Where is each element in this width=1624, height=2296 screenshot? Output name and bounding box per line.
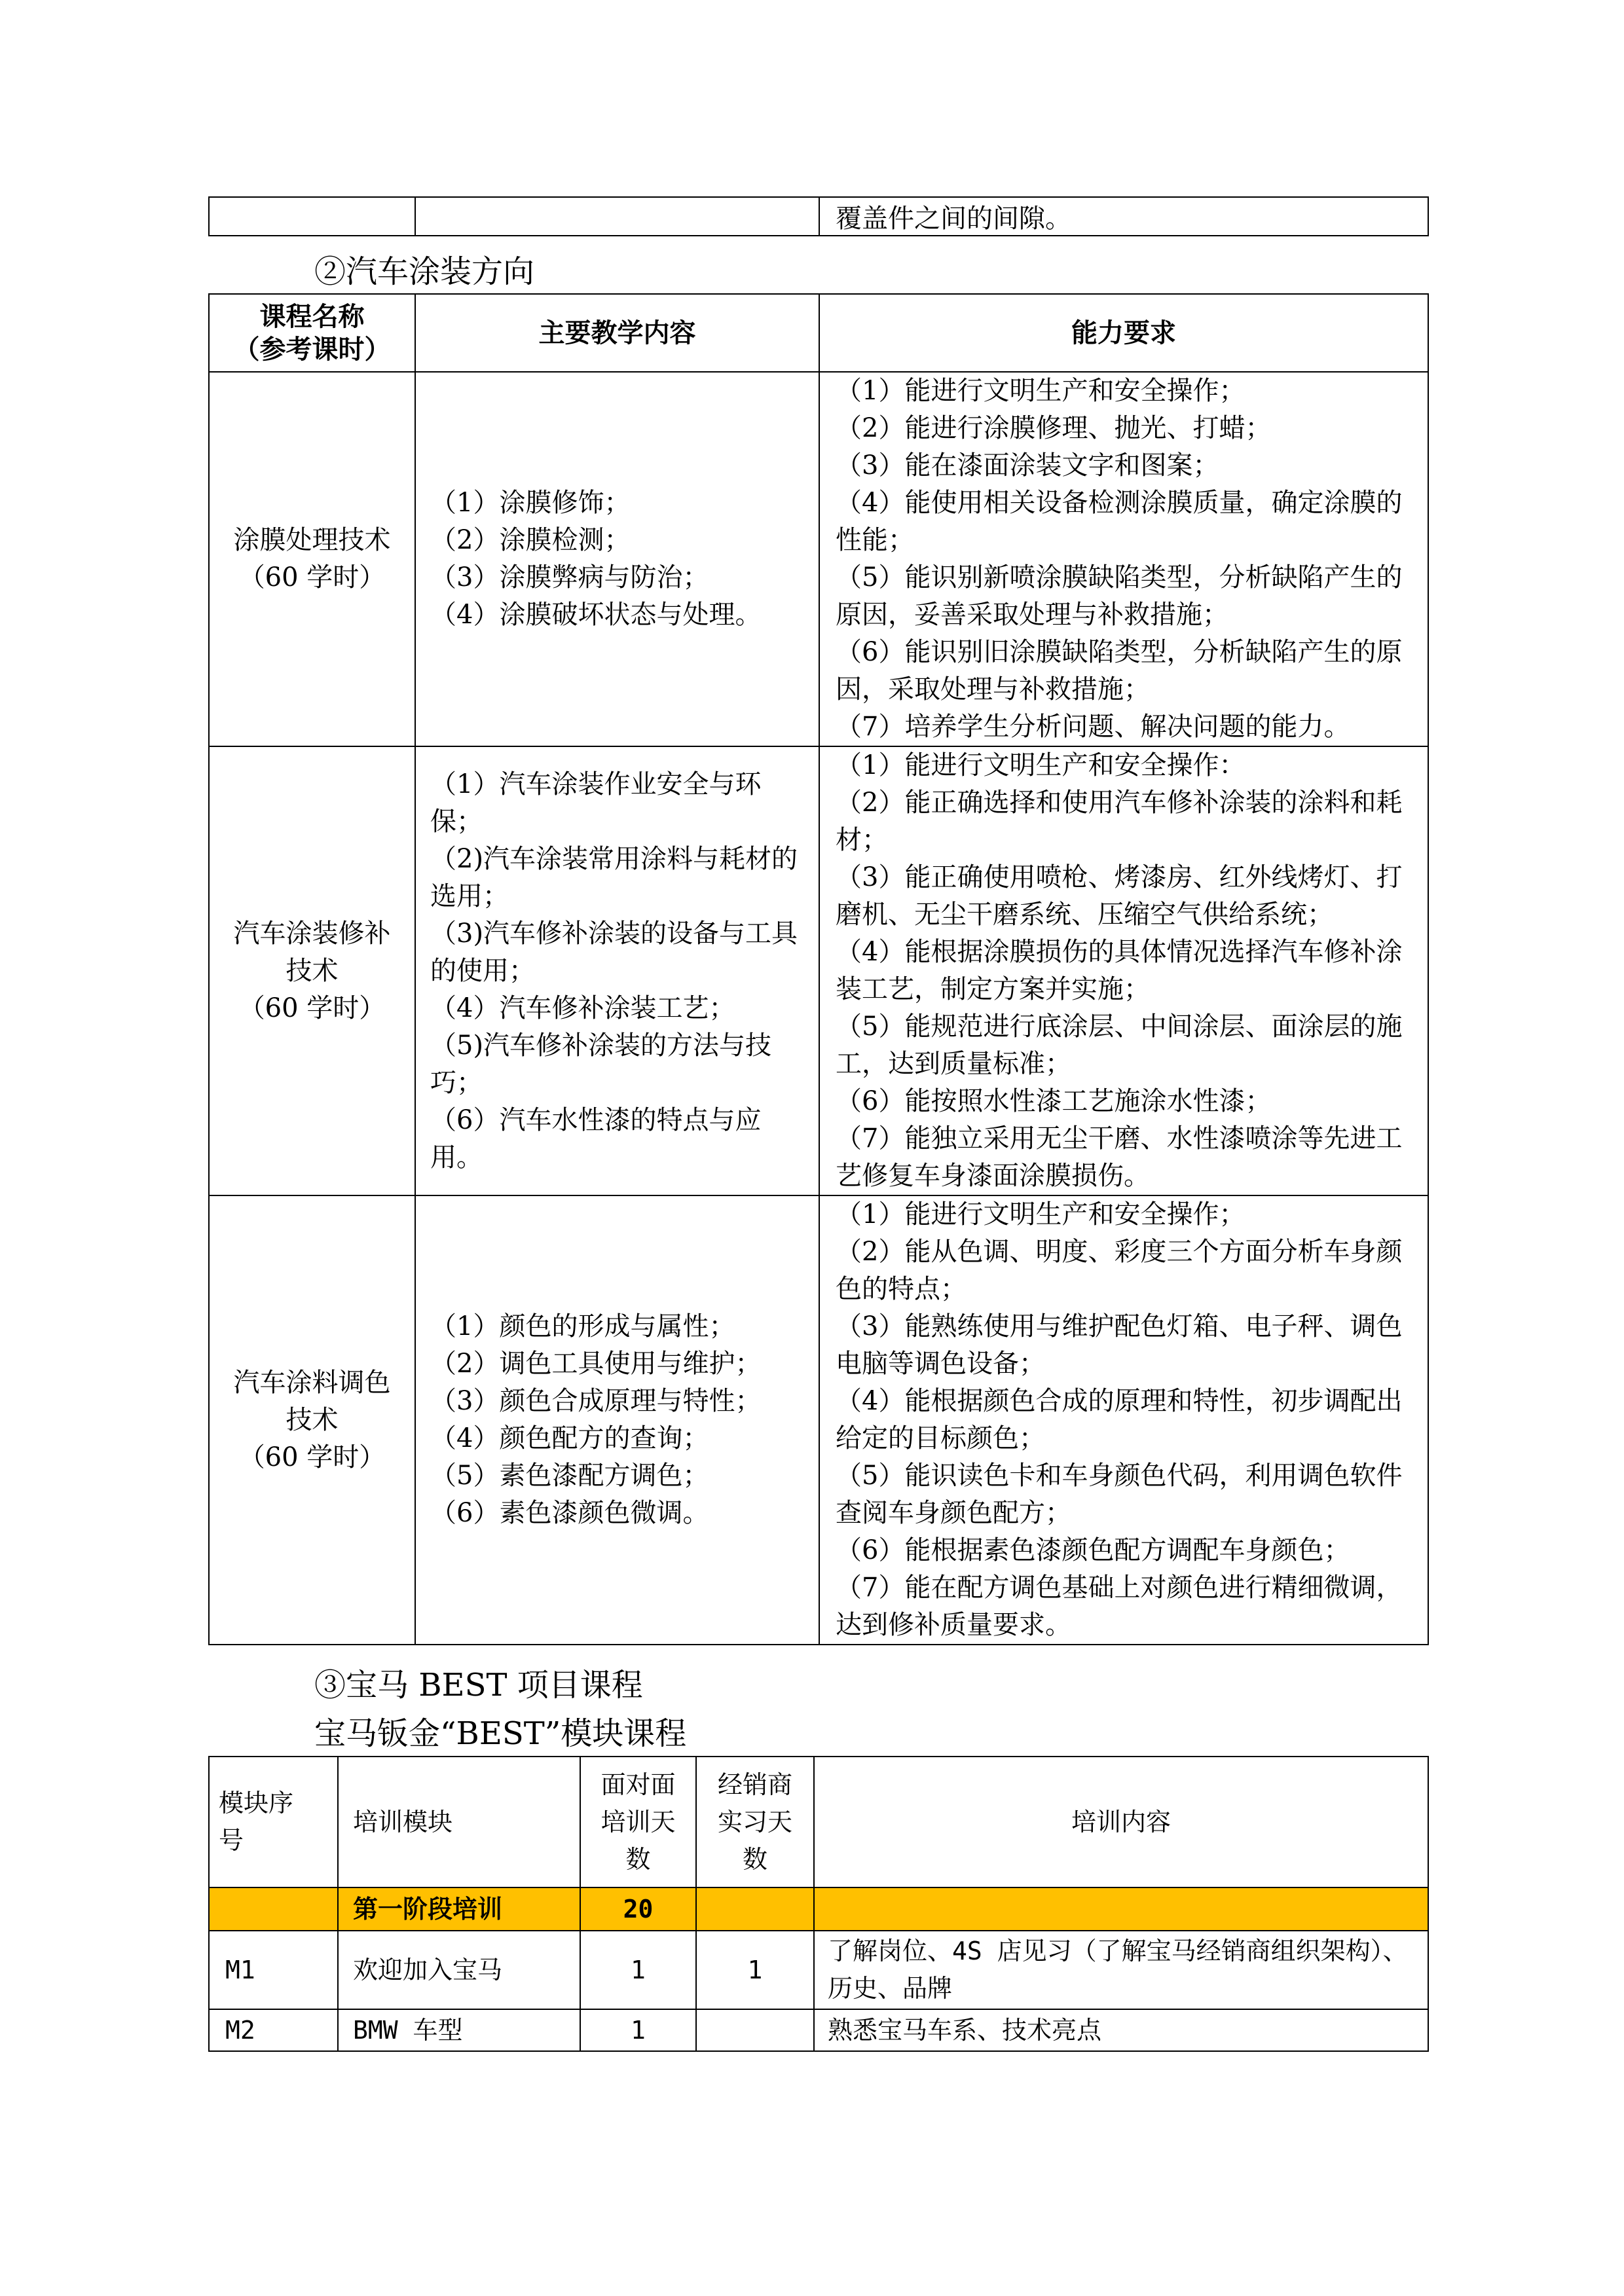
f2f-days: 1 bbox=[580, 2009, 696, 2051]
stage-days: 20 bbox=[580, 1887, 696, 1931]
module-content: 熟悉宝马车系、技术亮点 bbox=[814, 2009, 1428, 2051]
text-line: （3）涂膜弊病与防治； bbox=[430, 562, 709, 592]
module-name: 欢迎加入宝马 bbox=[338, 1931, 580, 2009]
text-line: （7）能在配方调色基础上对颜色进行精细微调，达到修补质量要求。 bbox=[836, 1573, 1403, 1640]
text-line: （2）能正确选择和使用汽车修补涂装的涂料和耗材； bbox=[836, 788, 1403, 855]
course-requirements bbox=[819, 1195, 1428, 1645]
text-line: 数 bbox=[742, 1844, 767, 1874]
text-line: （1）颜色的形成与属性； bbox=[430, 1311, 735, 1341]
table-row bbox=[209, 372, 1428, 746]
text-line: 汽车涂装修补 bbox=[233, 918, 391, 949]
text-line: 培训天 bbox=[600, 1807, 676, 1836]
stage-row bbox=[209, 1887, 1428, 1931]
header-module-no bbox=[209, 1757, 338, 1887]
text-line: （6）能按照水性漆工艺施涂水性漆； bbox=[836, 1086, 1272, 1116]
text-line: 技术 bbox=[286, 1404, 339, 1435]
text-line: （4）能使用相关设备检测涂膜质量，确定涂膜的性能； bbox=[836, 488, 1403, 555]
bmw-module-table bbox=[208, 1756, 1429, 2052]
text-line: （5）能规范进行底涂层、中间涂层、面涂层的施工，达到质量标准； bbox=[836, 1011, 1403, 1079]
text-line: （2)汽车涂装常用涂料与耗材的选用； bbox=[430, 843, 798, 911]
text-line: （4）颜色配方的查询； bbox=[430, 1423, 709, 1453]
course-name bbox=[209, 746, 415, 1195]
text-line: （1）能进行文明生产和安全操作； bbox=[836, 1199, 1246, 1230]
header-dealer-days bbox=[696, 1757, 814, 1887]
course-requirements bbox=[819, 746, 1428, 1195]
text-line: （4）能根据涂膜损伤的具体情况选择汽车修补涂装工艺，制定方案并实施； bbox=[836, 937, 1403, 1004]
text-line: 汽车涂料调色 bbox=[233, 1367, 391, 1398]
text-line: （2）能进行涂膜修理、抛光、打蜡； bbox=[836, 413, 1272, 443]
text-line: （3）能正确使用喷枪、烤漆房、红外线烤灯、打磨机、无尘干磨系统、压缩空气供给系统； bbox=[836, 862, 1403, 930]
f2f-days: 1 bbox=[580, 1931, 696, 2009]
table-row bbox=[209, 2009, 1428, 2051]
text-line: （60 学时） bbox=[238, 993, 386, 1023]
text-line: （1）能进行文明生产和安全操作： bbox=[836, 750, 1246, 780]
dealer-days bbox=[696, 2009, 814, 2051]
stage-cell bbox=[209, 1887, 338, 1931]
text-line: （3）能熟练使用与维护配色灯箱、电子秤、调色电脑等调色设备； bbox=[836, 1311, 1403, 1379]
header-content: 主要教学内容 bbox=[415, 294, 819, 372]
header-course bbox=[209, 294, 415, 372]
bmw-section-subheading: 宝马钣金“BEST”模块课程 bbox=[314, 1715, 687, 1752]
text-line: 经销商 bbox=[717, 1770, 792, 1799]
table-row bbox=[209, 1931, 1428, 2009]
text-line: 数 bbox=[625, 1844, 651, 1874]
text-line: 涂膜处理技术 bbox=[233, 525, 391, 555]
text-line: （参考课时） bbox=[233, 333, 391, 365]
table-row bbox=[209, 1195, 1428, 1645]
text-line: （6）能识别旧涂膜缺陷类型，分析缺陷产生的原因，采取处理与补救措施； bbox=[836, 637, 1403, 704]
course-requirements bbox=[819, 372, 1428, 746]
text-line: （5）能识别新喷涂膜缺陷类型，分析缺陷产生的原因，妥善采取处理与补救措施； bbox=[836, 562, 1403, 630]
text-line: （1）汽车涂装作业安全与环保； bbox=[430, 769, 762, 837]
header-requirements: 能力要求 bbox=[819, 294, 1428, 372]
table-row bbox=[209, 746, 1428, 1195]
course-name bbox=[209, 1195, 415, 1645]
course-content bbox=[415, 1195, 819, 1645]
header-content: 培训内容 bbox=[814, 1757, 1428, 1887]
empty-cell bbox=[415, 197, 819, 236]
text-line: 面对面 bbox=[600, 1770, 676, 1799]
text-line: 课程名称 bbox=[259, 301, 365, 332]
painting-course-table bbox=[208, 293, 1429, 1645]
table-row bbox=[209, 197, 1428, 236]
header-module: 培训模块 bbox=[338, 1757, 580, 1887]
text-line: （4）能根据颜色合成的原理和特性，初步调配出给定的目标颜色； bbox=[836, 1386, 1403, 1453]
text-line: （5）能识读色卡和车身颜色代码，利用调色软件查阅车身颜色配方； bbox=[836, 1461, 1403, 1528]
module-name: BMW 车型 bbox=[338, 2009, 580, 2051]
text-line: （6）汽车水性漆的特点与应用。 bbox=[430, 1104, 762, 1173]
continued-table-fragment bbox=[208, 196, 1429, 236]
course-content bbox=[415, 746, 819, 1195]
course-name bbox=[209, 372, 415, 746]
text-line: （2）涂膜检测； bbox=[430, 525, 631, 555]
text-line: 技术 bbox=[286, 955, 339, 986]
text-line: （2）能从色调、明度、彩度三个方面分析车身颜色的特点； bbox=[836, 1237, 1403, 1304]
header-f2f-days bbox=[580, 1757, 696, 1887]
text-line: （3）能在漆面涂装文字和图案； bbox=[836, 450, 1219, 481]
text-line: 模块序 bbox=[219, 1789, 294, 1817]
text-line: （3)汽车修补涂装的设备与工具的使用； bbox=[430, 918, 798, 986]
fragment-text: 覆盖件之间的间隙。 bbox=[819, 197, 1428, 236]
course-content bbox=[415, 372, 819, 746]
module-no: M1 bbox=[209, 1931, 338, 2009]
text-line: 号 bbox=[219, 1826, 244, 1855]
text-line: 实习天 bbox=[717, 1807, 792, 1836]
text-line: （5）素色漆配方调色； bbox=[430, 1461, 709, 1491]
text-line: （7）培养学生分析问题、解决问题的能力。 bbox=[836, 712, 1350, 742]
text-line: （6）素色漆颜色微调。 bbox=[430, 1498, 709, 1528]
module-no: M2 bbox=[209, 2009, 338, 2051]
table-header-row bbox=[209, 294, 1428, 372]
stage-label: 第一阶段培训 bbox=[338, 1887, 580, 1931]
text-line: （6）能根据素色漆颜色配方调配车身颜色； bbox=[836, 1535, 1350, 1565]
module-content: 了解岗位、4S 店见习（了解宝马经销商组织架构）、历史、品牌 bbox=[814, 1931, 1428, 2009]
stage-cell bbox=[696, 1887, 814, 1931]
text-line: （3）颜色合成原理与特性； bbox=[430, 1386, 762, 1416]
dealer-days: 1 bbox=[696, 1931, 814, 2009]
empty-cell bbox=[209, 197, 415, 236]
text-line: （1）涂膜修饰； bbox=[430, 488, 631, 518]
stage-cell bbox=[814, 1887, 1428, 1931]
painting-section-heading: ②汽车涂装方向 bbox=[314, 253, 535, 290]
bmw-section-heading: ③宝马 BEST 项目课程 bbox=[314, 1667, 643, 1704]
text-line: （1）能进行文明生产和安全操作； bbox=[836, 376, 1246, 406]
text-line: （2）调色工具使用与维护； bbox=[430, 1349, 762, 1379]
text-line: （7）能独立采用无尘干磨、水性漆喷涂等先进工艺修复车身漆面涂膜损伤。 bbox=[836, 1123, 1403, 1191]
text-line: （60 学时） bbox=[238, 562, 386, 592]
table-header-row bbox=[209, 1757, 1428, 1887]
text-line: （4）汽车修补涂装工艺； bbox=[430, 993, 735, 1023]
text-line: （4）涂膜破坏状态与处理。 bbox=[430, 600, 762, 630]
text-line: （5)汽车修补涂装的方法与技巧； bbox=[430, 1030, 772, 1098]
text-line: （60 学时） bbox=[238, 1442, 386, 1472]
